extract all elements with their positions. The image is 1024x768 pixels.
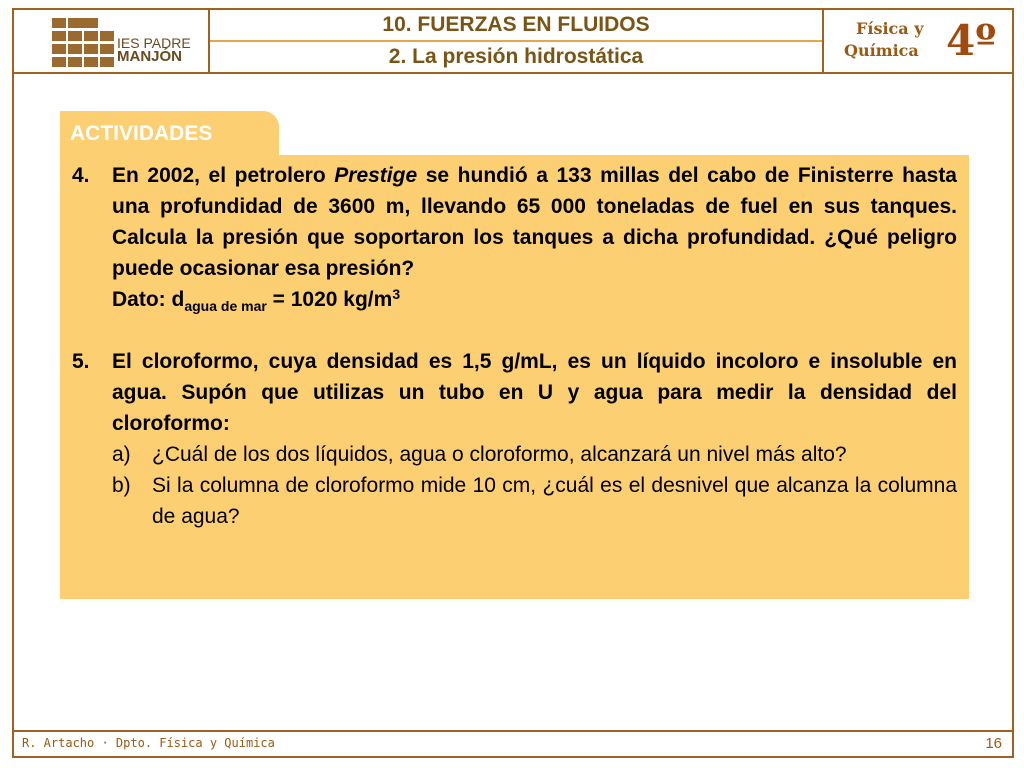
- data-superscript: 3: [392, 286, 401, 302]
- question-5b-label: b): [112, 474, 131, 497]
- logo-grid-icon: [52, 18, 114, 68]
- logo-line2: MANJÓN: [117, 48, 183, 65]
- question-5a-text: ¿Cuál de los dos líquidos, agua o cloroformo, alcanzará un nivel más alto?: [152, 443, 847, 466]
- header: [14, 10, 1012, 74]
- logo-text: [117, 36, 191, 64]
- question-4-text-before: En 2002, el petrolero: [112, 164, 335, 187]
- question-5: [72, 346, 957, 532]
- subject-name: [844, 18, 924, 62]
- page-number: 16: [985, 735, 1002, 752]
- question-5-text: El cloroformo, cuya densidad es 1,5 g/mL, es un líquido incoloro e insoluble en agua. Supón que utilizas un tubo en U y agua para medir la densidad del cloroformo:: [112, 350, 957, 435]
- school-logo: [14, 10, 210, 72]
- activities-tab-label: ACTIVIDADES: [70, 122, 213, 145]
- course-level: 4º: [946, 16, 997, 65]
- data-prefix: Dato: d: [112, 288, 185, 311]
- question-4-data: [112, 284, 957, 315]
- subject-line2: Química: [844, 41, 919, 60]
- footer-author: R. Artacho · Dpto. Física y Química: [22, 736, 275, 750]
- question-4-number: 4.: [72, 164, 90, 187]
- subject-line1: Física y: [856, 19, 924, 38]
- question-4: [72, 160, 957, 315]
- question-5-number: 5.: [72, 350, 90, 373]
- question-5a: [112, 439, 957, 470]
- question-5a-label: a): [112, 443, 131, 466]
- logo-line1: IES PADRE: [117, 35, 191, 51]
- unit-title: 10. FUERZAS EN FLUIDOS: [210, 10, 822, 42]
- activities-content: [72, 160, 957, 532]
- data-subscript: agua de mar: [184, 298, 267, 314]
- question-5b: [112, 470, 957, 532]
- question-4-text-after: se hundió a 133 millas del cabo de Finisterre hasta una profundidad de 3600 m, llevando 65 000 toneladas de fuel en sus tanques. Calcula la presión que soportaron los tanques a dicha profundidad. ¿Qué peligro puede ocasionar esa presión?: [112, 164, 957, 280]
- title-cell: [210, 10, 824, 72]
- question-4-ship-name: Prestige: [334, 164, 418, 187]
- subject-cell: [824, 10, 1012, 72]
- data-value: = 1020 kg/m: [266, 288, 393, 311]
- footer-divider: [14, 730, 1012, 732]
- section-title: 2. La presión hidrostática: [388, 45, 644, 68]
- question-5b-text: Si la columna de cloroformo mide 10 cm, ¿cuál es el desnivel que alcanza la columna de agua?: [152, 474, 957, 528]
